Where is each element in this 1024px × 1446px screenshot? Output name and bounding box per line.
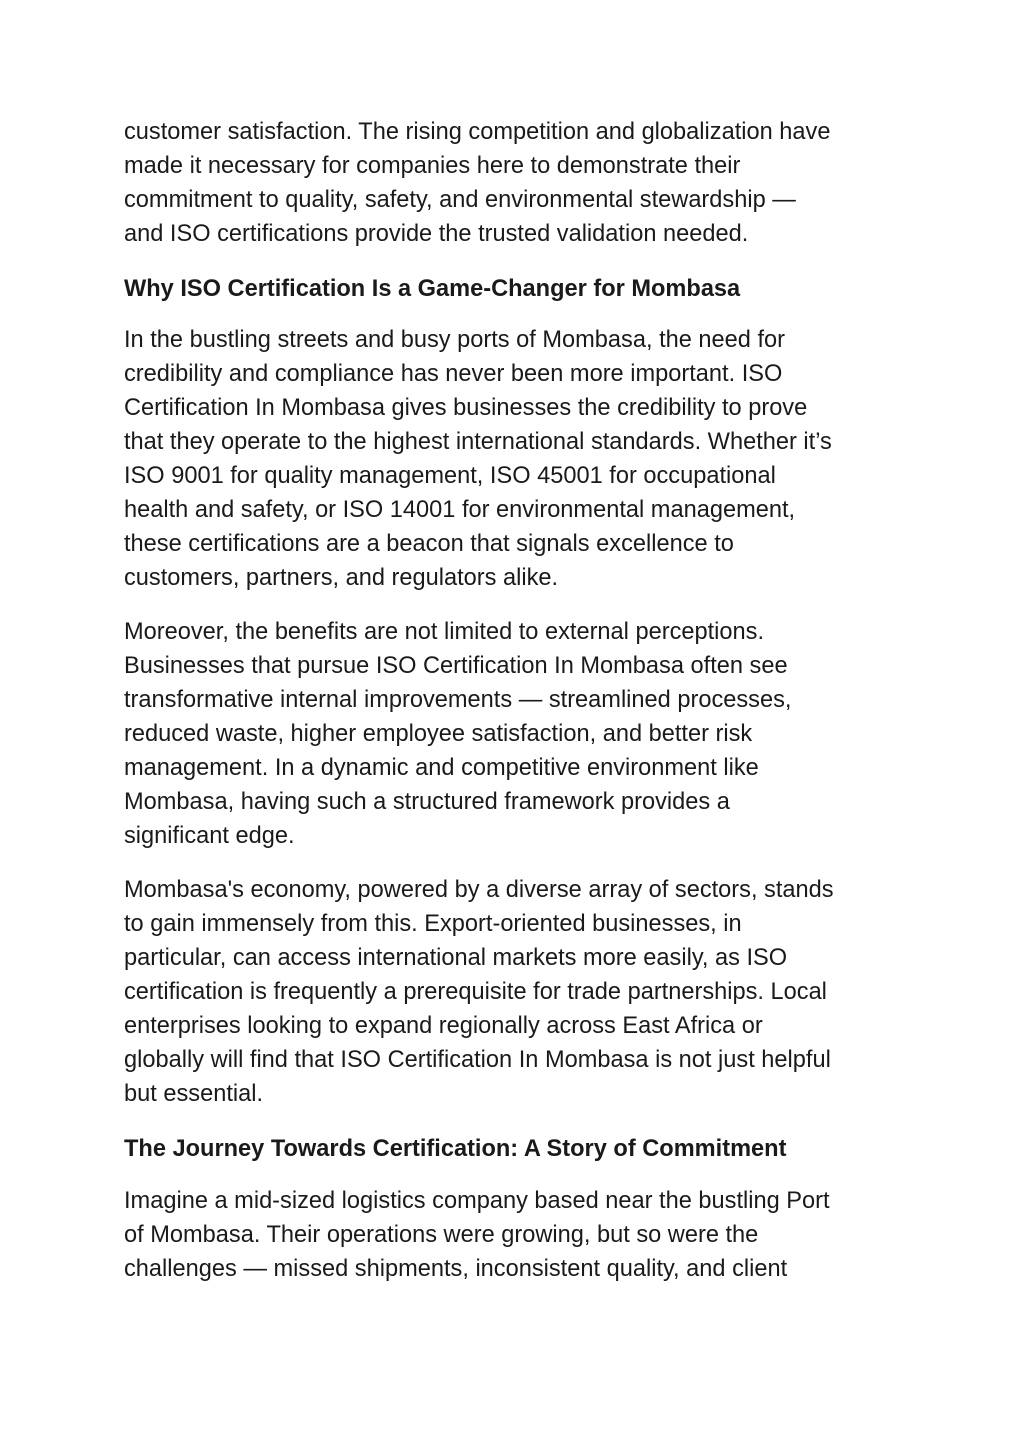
text-line: Businesses that pursue ISO Certification In Mombasa often see bbox=[124, 653, 788, 679]
text-line: significant edge. bbox=[124, 823, 295, 849]
text-line: that they operate to the highest international standards. Whether it’s bbox=[124, 429, 832, 455]
paragraph-intro bbox=[124, 115, 914, 251]
section-heading: Why ISO Certification Is a Game-Changer for Mombasa bbox=[124, 276, 741, 302]
text-line: Moreover, the benefits are not limited to external perceptions. bbox=[124, 619, 765, 645]
text-line: management. In a dynamic and competitive environment like bbox=[124, 755, 759, 781]
text-line: particular, can access international markets more easily, as ISO bbox=[124, 945, 788, 971]
paragraph-journey bbox=[124, 1184, 914, 1286]
text-line: enterprises looking to expand regionally across East Africa or bbox=[124, 1013, 763, 1039]
text-line: Imagine a mid-sized logistics company based near the bustling Port bbox=[124, 1188, 830, 1214]
text-line: certification is frequently a prerequisite for trade partnerships. Local bbox=[124, 979, 827, 1005]
text-line: these certifications are a beacon that signals excellence to bbox=[124, 531, 734, 557]
text-line: Mombasa's economy, powered by a diverse array of sectors, stands bbox=[124, 877, 834, 903]
text-line: Mombasa, having such a structured framework provides a bbox=[124, 789, 730, 815]
text-line: health and safety, or ISO 14001 for environmental management, bbox=[124, 497, 796, 523]
text-line: Certification In Mombasa gives businesses the credibility to prove bbox=[124, 395, 808, 421]
paragraph-benefits bbox=[124, 615, 914, 853]
document-page bbox=[124, 115, 914, 1286]
text-line: made it necessary for companies here to demonstrate their bbox=[124, 153, 741, 179]
paragraph-economy bbox=[124, 873, 914, 1111]
paragraph-credibility bbox=[124, 323, 914, 595]
text-line: customer satisfaction. The rising competition and globalization have bbox=[124, 119, 831, 145]
text-line: In the bustling streets and busy ports of Mombasa, the need for bbox=[124, 327, 786, 353]
text-line: of Mombasa. Their operations were growing, but so were the bbox=[124, 1222, 759, 1248]
text-line: commitment to quality, safety, and environmental stewardship — bbox=[124, 187, 796, 213]
section-heading: The Journey Towards Certification: A Story of Commitment bbox=[124, 1136, 787, 1162]
text-line: and ISO certifications provide the trusted validation needed. bbox=[124, 221, 749, 247]
text-line: reduced waste, higher employee satisfaction, and better risk bbox=[124, 721, 753, 747]
text-line: credibility and compliance has never been more important. ISO bbox=[124, 361, 783, 387]
text-line: globally will find that ISO Certification In Mombasa is not just helpful bbox=[124, 1047, 831, 1073]
text-line: customers, partners, and regulators alike. bbox=[124, 565, 559, 591]
text-line: but essential. bbox=[124, 1081, 264, 1107]
text-line: transformative internal improvements — streamlined processes, bbox=[124, 687, 792, 713]
text-line: ISO 9001 for quality management, ISO 45001 for occupational bbox=[124, 463, 776, 489]
text-line: to gain immensely from this. Export-oriented businesses, in bbox=[124, 911, 742, 937]
text-line: challenges — missed shipments, inconsistent quality, and client bbox=[124, 1256, 788, 1282]
